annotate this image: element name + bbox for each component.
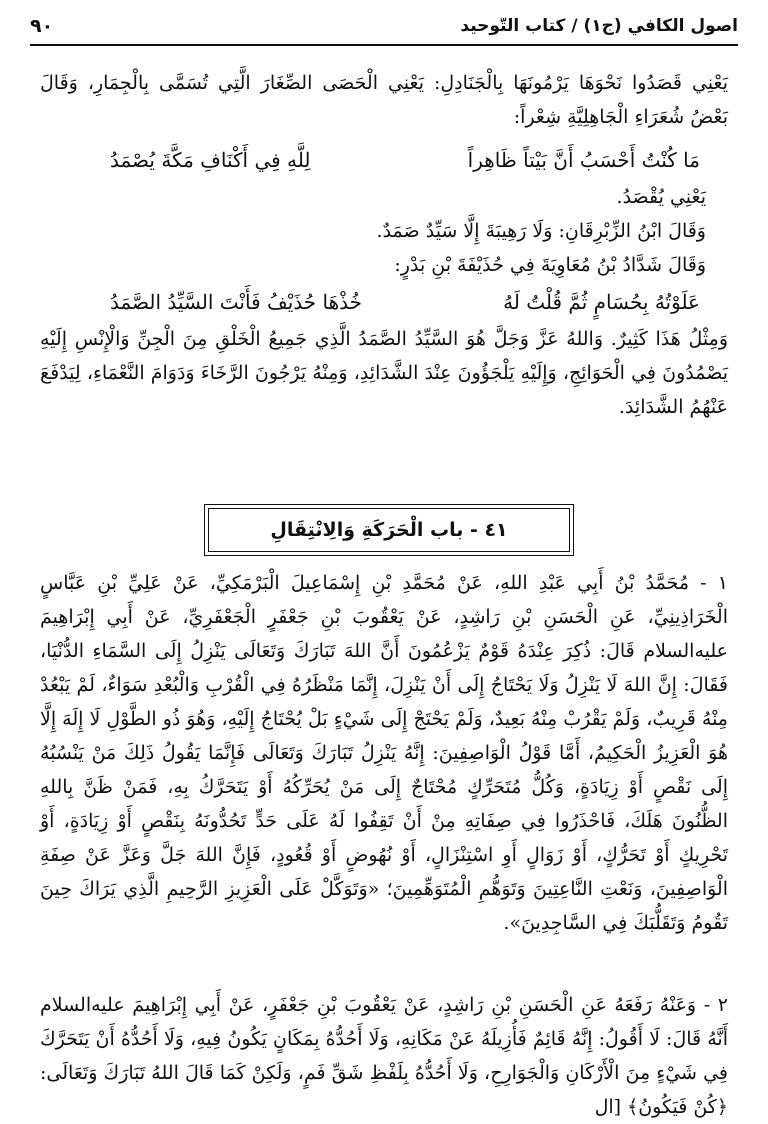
paragraph: وَمِثْلُ هَذَا كَثِيرٌ. وَاللهُ عَزَّ وَجَلَّ هُوَ السَّيِّدُ الصَّمَدُ الَّذِي جَمِيعُ الْخَلْقِ مِنَ الْجِنِّ وَالْإِنْسِ إِلَيْهِ يَصْمُدُونَ فِي الْحَوَائِجِ، وَإِلَيْهِ يَلْجَؤُونَ عِنْدَ الشَّدَائِدِ، وَمِنْهُ يَرْجُونَ الرَّخَاءَ وَدَوَامَ النَّعْمَاءِ، لِيَدْفَعَ عَنْهُمُ الشَّدَائِدَ.	[40, 328, 728, 418]
verse-hemistich: عَلَوْتُهُ بِحُسَامٍ ثُمَّ قُلْتُ لَهُ	[503, 290, 700, 314]
hadith-2	[40, 988, 728, 1124]
paragraph: يَعْنِي يُقْصَدُ.	[616, 186, 706, 208]
verse-hemistich: لِلَّهِ فِي أَكْنَافِ مَكَّةَ يُصْمَدُ	[110, 148, 311, 172]
verse-hemistich: خُذْهَا حُذَيْفُ فَأَنْتَ السَّيِّدُ الصَّمَدُ	[110, 290, 363, 314]
hadith-1	[40, 566, 728, 940]
hadith-text: ٢ - وَعَنْهُ رَفَعَهُ عَنِ الْحَسَنِ بْنِ رَاشِدٍ، عَنْ يَعْقُوبَ بْنِ جَعْفَرٍ، عَنْ أَبِي إِبْرَاهِيمَ عليه‌السلام أَنَّهُ قَالَ: لَا أَقُولُ: إِنَّهُ قَائِمٌ فَأُزِيلَهُ عَنْ مَكَانِهِ، وَلَا أَحُدُّهُ بِمَكَانٍ يَكُونُ فِيهِ، وَلَا أَحُدُّهُ أَنْ يَتَحَرَّكَ فِي شَيْءٍ مِنَ الْأَرْكَانِ وَالْجَوَارِحِ، وَلَا أَحُدُّهُ بِلَفْظِ شَقِّ فَمٍ، وَلَكِنْ كَمَا قَالَ اللهُ تَبَارَكَ وَتَعَالَى: ﴿كُنْ فَيَكُونُ﴾ [ال	[40, 994, 728, 1118]
hadith-text: ١ - مُحَمَّدُ بْنُ أَبِي عَبْدِ اللهِ، عَنْ مُحَمَّدِ بْنِ إِسْمَاعِيلَ الْبَرْمَكِيِّ، عَنْ عَلِيِّ بْنِ عَبَّاسٍ الْخَرَاذِينِيِّ، عَنِ الْحَسَنِ بْنِ رَاشِدٍ، عَنْ يَعْقُوبَ بْنِ جَعْفَرٍ الْجَعْفَرِيِّ، عَنْ أَبِي إِبْرَاهِيمَ عليه‌السلام قَالَ: ذُكِرَ عِنْدَهُ قَوْمٌ يَزْعُمُونَ أَنَّ اللهَ تَبَارَكَ وَتَعَالَى يَنْزِلُ إِلَى السَّمَاءِ الدُّنْيَا، فَقَالَ: إِنَّ اللهَ لَا يَنْزِلُ وَلَا يَحْتَاجُ إِلَى أَنْ يَنْزِلَ، إِنَّمَا مَنْظَرُهُ فِي الْقُرْبِ وَالْبُعْدِ سَوَاءٌ، لَمْ يَبْعُدْ مِنْهُ قَرِيبٌ، وَلَمْ يَقْرُبْ مِنْهُ بَعِيدٌ، وَلَمْ يَحْتَجْ إِلَى شَيْءٍ بَلْ يُحْتَاجُ إِلَيْهِ، وَهُوَ ذُو الطَّوْلِ لَا إِلَهَ إِلَّا هُوَ الْعَزِيزُ الْحَكِيمُ، أَمَّا قَوْلُ الْوَاصِفِينَ: إِنَّهُ يَنْزِلُ تَبَارَكَ وَتَعَالَى فَإِنَّمَا يَقُولُ ذَلِكَ مَنْ يَنْسُبُهُ إِلَى نَقْصٍ أَوْ زِيَادَةٍ، وَكُلُّ مُتَحَرِّكٍ مُحْتَاجٌ إِلَى مَنْ يُحَرِّكُهُ أَوْ يَتَحَرَّكُ بِهِ، فَمَنْ ظَنَّ بِاللهِ الظُّنُونَ هَلَكَ، فَاحْذَرُوا فِي صِفَاتِهِ مِنْ أَنْ تَقِفُوا لَهُ عَلَى حَدٍّ تَحُدُّونَهُ بِنَقْصٍ أَوْ زِيَادَةٍ، أَوْ تَحْرِيكٍ أَوْ تَحَرُّكٍ، أَوْ زَوَالٍ أَوِ اسْتِنْزَالٍ، أَوْ نُهُوضٍ أَوْ قُعُودٍ، فَإِنَّ اللهَ جَلَّ وَعَزَّ عَنْ صِفَةِ الْوَاصِفِينَ، وَنَعْتِ النَّاعِتِينَ وَتَوَهُّمِ الْمُتَوَهِّمِينَ؛ «وَتَوَكَّلْ عَلَى الْعَزِيزِ الرَّحِيمِ الَّذِي يَرَاكَ حِينَ تَقُومُ وَتَقَلُّبَكَ فِي السَّاجِدِينَ».	[40, 572, 728, 934]
running-title: اصول الكافي (ج١) / كتاب التّوحيد	[460, 16, 738, 36]
poem-verse	[40, 282, 728, 322]
paragraph: يَعْنِي قَصَدُوا نَحْوَهَا يَرْمُونَهَا بِالْجَنَادِلِ: يَعْنِي الْحَصَى الصِّغَارَ الَّتِي تُسَمَّى بِالْجِمَارِ، وَقَالَ بَعْضُ شُعَرَاءِ الْجَاهِلِيَّةِ شِعْراً:	[40, 72, 728, 128]
section-ṣamad-explanation	[40, 66, 728, 424]
running-header	[30, 8, 738, 46]
poem-verse	[40, 140, 728, 180]
chapter-title: ٤١ - باب الْحَرَكَةِ وَالِانْتِقَالِ	[270, 519, 508, 541]
chapter-heading	[208, 508, 570, 552]
verse-hemistich: مَا كُنْتُ أَحْسَبُ أَنَّ بَيْتاً ظَاهِراً	[467, 148, 700, 172]
paragraph: وَقَالَ شَدَّادُ بْنُ مُعَاوِيَةَ فِي حُذَيْفَةَ بْنِ بَدْرٍ:	[394, 254, 706, 276]
paragraph: وَقَالَ ابْنُ الزِّبْرِقَانِ: وَلَا رَهِيبَةَ إِلَّا سَيِّدٌ صَمَدٌ.	[376, 220, 706, 242]
page-number: ٩٠	[30, 15, 54, 37]
